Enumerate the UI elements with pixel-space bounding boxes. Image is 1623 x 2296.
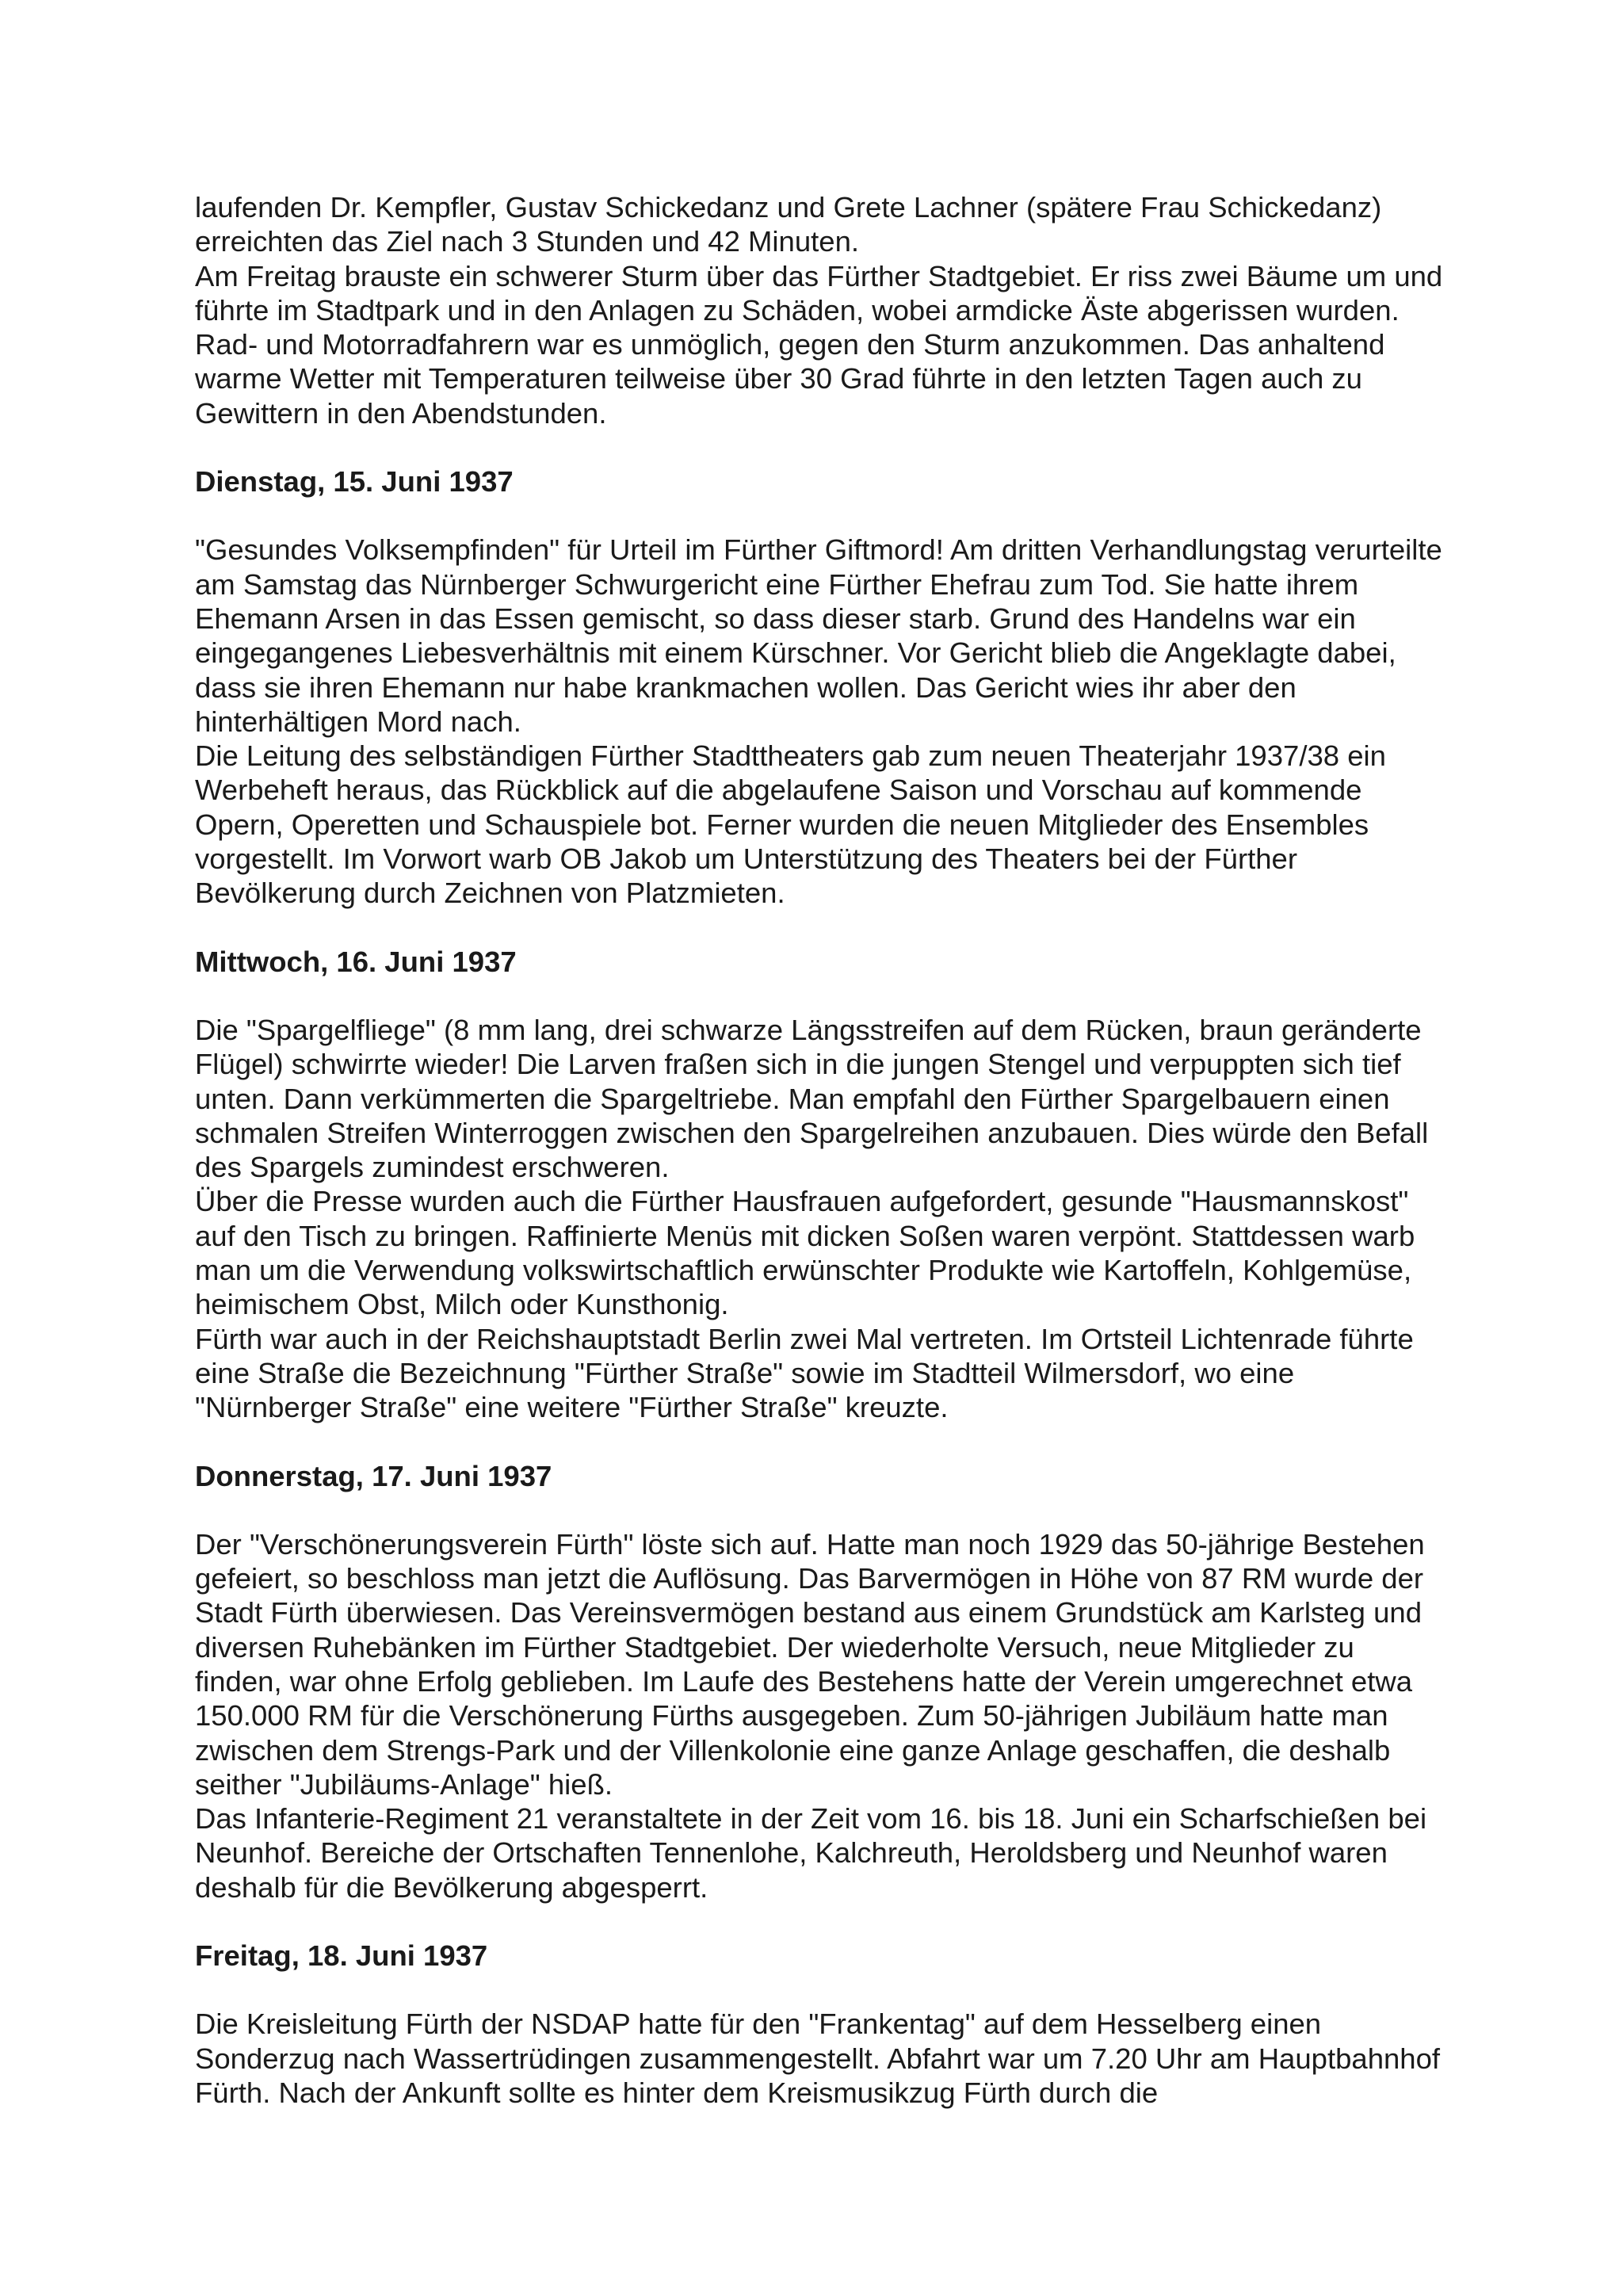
document-page — [195, 190, 1447, 2110]
paragraph: "Gesundes Volksempfinden" für Urteil im Fürther Giftmord! Am dritten Verhandlungstag verurteilte am Samstag das Nürnberger Schwurgericht eine Fürther Ehefrau zum Tod. Sie hatte ihrem Ehemann Arsen in das Essen gemischt, so dass dieser starb. Grund des Handelns war ein eingegangenes Liebesverhältnis mit einem Kürschner. Vor Gericht blieb die Angeklagte dabei, dass sie ihren Ehemann nur habe krankmachen wollen. Das Gericht wies ihr aber den hinterhältigen Mord nach. — [195, 533, 1442, 738]
date-heading: Freitag, 18. Juni 1937 — [195, 1939, 488, 1973]
paragraph: Das Infanterie-Regiment 21 veranstaltete in der Zeit vom 16. bis 18. Juni ein Scharfschießen bei Neunhof. Bereiche der Ortschaften Tennenlohe, Kalchreuth, Heroldsberg und Neunhof waren deshalb für die Bevölkerung abgesperrt. — [195, 1802, 1427, 1904]
paragraph: Der "Verschönerungsverein Fürth" löste sich auf. Hatte man noch 1929 das 50-jährige Bestehen gefeiert, so beschloss man jetzt die Auflösung. Das Barvermögen in Höhe von 87 RM wurde der Stadt Fürth überwiesen. Das Vereinsvermögen bestand aus einem Grundstück am Karlsteg und diversen Ruhebänken im Fürther Stadtgebiet. Der wiederholte Versuch, neue Mitglieder zu finden, war ohne Erfolg geblieben. Im Laufe des Bestehens hatte der Verein umgerechnet etwa 150.000 RM für die Verschönerung Fürths ausgegeben. Zum 50-jährigen Jubiläum hatte man zwischen dem Strengs-Park und der Villenkolonie eine ganze Anlage geschaffen, die deshalb seither "Jubiläums-Anlage" hieß. — [195, 1527, 1425, 1801]
date-heading: Dienstag, 15. Juni 1937 — [195, 465, 514, 499]
paragraph: Die Kreisleitung Fürth der NSDAP hatte für den "Frankentag" auf dem Hesselberg einen Sonderzug nach Wassertrüdingen zusammengestellt. Abfahrt war um 7.20 Uhr am Hauptbahnhof Fürth. Nach der Ankunft sollte es hinter dem Kreismusikzug Fürth durch die — [195, 2008, 1441, 2109]
paragraph: laufenden Dr. Kempfler, Gustav Schickedanz und Grete Lachner (spätere Frau Schickedanz) erreichten das Ziel nach 3 Stunden und 42 Minuten. — [195, 191, 1382, 258]
date-heading: Mittwoch, 16. Juni 1937 — [195, 945, 517, 978]
paragraph: Am Freitag brauste ein schwerer Sturm über das Fürther Stadtgebiet. Er riss zwei Bäume um und führte im Stadtpark und in den Anlagen zu Schäden, wobei armdicke Äste abgerissen wurden. Rad- und Motorradfahrern war es unmöglich, gegen den Sturm anzukommen. Das anhaltend warme Wetter mit Temperaturen teilweise über 30 Grad führte in den letzten Tagen auch zu Gewittern in den Abendstunden. — [195, 259, 1443, 430]
paragraph: Fürth war auch in der Reichshauptstadt Berlin zwei Mal vertreten. Im Ortsteil Lichtenrade führte eine Straße die Bezeichnung "Fürther Straße" sowie im Stadtteil Wilmersdorf, wo eine "Nürnberger Straße" eine weitere "Fürther Straße" kreuzte. — [195, 1322, 1414, 1424]
paragraph: Die "Spargelfliege" (8 mm lang, drei schwarze Längsstreifen auf dem Rücken, braun geränderte Flügel) schwirrte wieder! Die Larven fraßen sich in die jungen Stengel und verpuppten sich tief unten. Dann verkümmerten die Spargeltriebe. Man empfahl den Fürther Spargelbauern einen schmalen Streifen Winterroggen zwischen den Spargelreihen anzubauen. Dies würde den Befall des Spargels zumindest erschweren. — [195, 1013, 1429, 1184]
paragraph: Über die Presse wurden auch die Fürther Hausfrauen aufgefordert, gesunde "Hausmannskost" auf den Tisch zu bringen. Raffinierte Menüs mit dicken Soßen waren verpönt. Stattdessen warb man um die Verwendung volkswirtschaftlich erwünschter Produkte wie Kartoffeln, Kohlgemüse, heimischem Obst, Milch oder Kunsthonig. — [195, 1185, 1415, 1321]
paragraph: Die Leitung des selbständigen Fürther Stadttheaters gab zum neuen Theaterjahr 1937/38 ein Werbeheft heraus, das Rückblick auf die abgelaufene Saison und Vorschau auf kommende Opern, Operetten und Schauspiele bot. Ferner wurden die neuen Mitglieder des Ensembles vorgestellt. Im Vorwort warb OB Jakob um Unterstützung des Theaters bei der Fürther Bevölkerung durch Zeichnen von Platzmieten. — [195, 739, 1386, 910]
date-heading: Donnerstag, 17. Juni 1937 — [195, 1459, 552, 1492]
